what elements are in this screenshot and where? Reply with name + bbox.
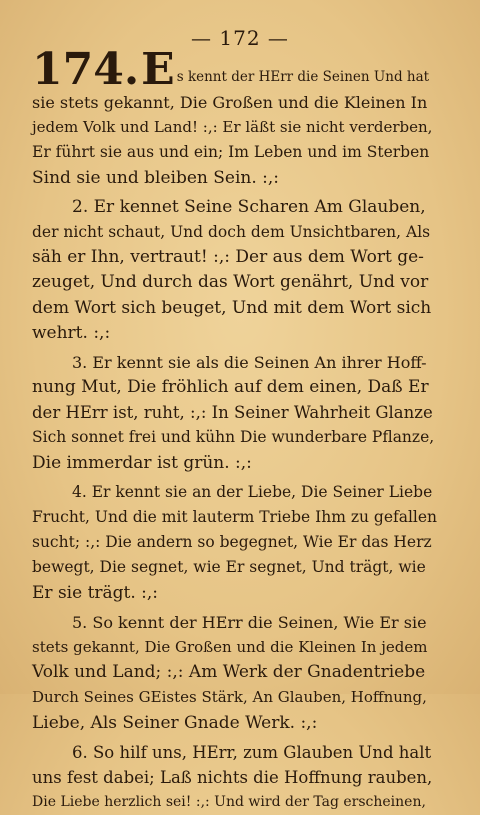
text-line: 3. Er kennt sie als die Seinen An ihrer Hoff-: [72, 352, 427, 372]
page-number: — 172 —: [191, 26, 289, 50]
text-line: Frucht, Und die mit lauterm Triebe Ihm zu gefallen: [32, 508, 438, 526]
text-line: 5. So kennt der HErr die Seinen, Wie Er sie: [72, 612, 427, 632]
text-line: 4. Er kennt sie an der Liebe, Die Seiner Liebe: [72, 482, 433, 501]
text-line: 6. So hilf uns, HErr, zum Glauben Und halt: [72, 742, 432, 762]
text-line: säh er Ihn, vertraut! :,: Der aus dem Wort ge-: [32, 247, 424, 268]
text-line: nung Mut, Die fröhlich auf dem einen, Daß Er: [32, 377, 429, 398]
text-line: s kennt der HErr die Seinen Und hat: [176, 68, 430, 85]
text-line: Liebe, Als Seiner Gnade Werk. :,:: [32, 712, 318, 733]
text-line: zeuget, Und durch das Wort genährt, Und vor: [32, 272, 429, 293]
text-line: dem Wort sich beuget, Und mit dem Wort sich: [32, 297, 432, 318]
text-line: uns fest dabei; Laß nichts die Hoffnung rauben,: [32, 767, 433, 787]
text-line: der HErr ist, ruht, :,: In Seiner Wahrheit Glanze: [32, 403, 433, 423]
text-line: Die Liebe herzlich sei! :,: Und wird der Tag erscheinen,: [32, 794, 426, 811]
text-line: Volk und Land; :,: Am Werk der Gnadentriebe: [32, 662, 426, 683]
hymn-lead: [32, 44, 177, 95]
text-line: sucht; :,: Die andern so begegnet, Wie Er das Herz: [32, 533, 432, 552]
drop-initial: E: [141, 44, 175, 95]
text-line: Sich sonnet frei und kühn Die wunderbare Pflanze,: [32, 428, 435, 447]
text-line: sie stets gekannt, Die Großen und die Kleinen In: [32, 93, 428, 112]
hymn-text: [32, 44, 438, 815]
text-line: der nicht schaut, Und doch dem Unsichtbaren, Als: [32, 222, 431, 241]
hymn-first-line: [32, 44, 436, 95]
text-line: wehrt. :,:: [32, 322, 111, 343]
text-line: Sind sie und bleiben Sein. :,:: [32, 167, 279, 188]
text-line: stets gekannt, Die Großen und die Kleinen In jedem: [32, 637, 428, 656]
text-line: Er führt sie aus und ein; Im Leben und im Sterben: [32, 143, 430, 162]
text-line: 2. Er kennet Seine Scharen Am Glauben,: [72, 196, 426, 217]
hymn-number: 174.: [32, 44, 140, 95]
text-line: Durch Seines GEistes Stärk, An Glauben, Hoffnung,: [32, 688, 427, 707]
text-line: bewegt, Die segnet, wie Er segnet, Und trägt, wie: [32, 558, 426, 577]
text-line: Er sie trägt. :,:: [32, 582, 159, 603]
text-line: jedem Volk und Land! :,: Er läßt sie nicht verderben,: [32, 118, 433, 137]
text-line: Die immerdar ist grün. :,:: [32, 452, 252, 473]
